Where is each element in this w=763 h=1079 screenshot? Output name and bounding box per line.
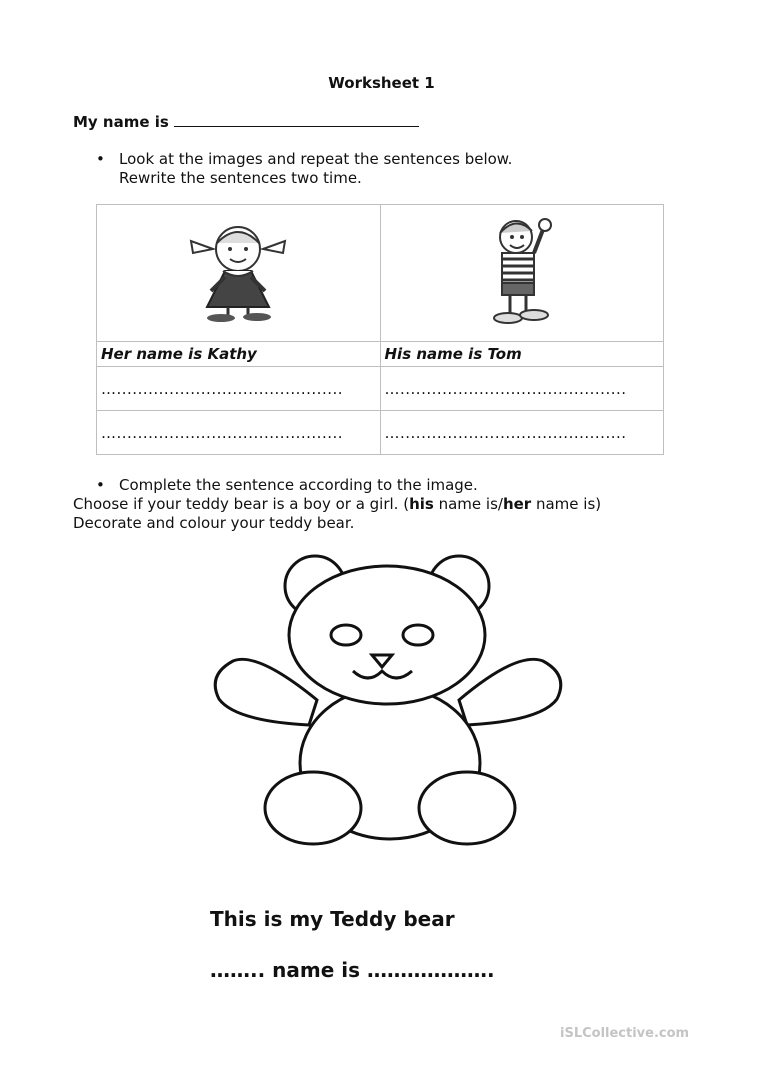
teddy-name-blank[interactable]: …….. name is ………………. — [210, 958, 495, 982]
instruction-2-line-2 — [73, 495, 601, 514]
choose-prefix: Choose if your teddy bear is a boy or a girl. ( — [73, 495, 410, 513]
instruction-1-line-1: Look at the images and repeat the sentences below. — [119, 150, 513, 168]
bullet-2: • — [96, 476, 105, 494]
sentence-table — [96, 204, 664, 455]
worksheet-title: Worksheet 1 — [328, 74, 435, 92]
name-blank-line — [174, 112, 419, 127]
girl-picture-cell — [97, 205, 381, 342]
instruction-1-line-2: Rewrite the sentences two time. — [119, 169, 362, 187]
boy-picture-cell — [380, 205, 664, 342]
writing-line-right-2[interactable]: …........................................... — [380, 411, 664, 455]
choose-mid: name is/ — [433, 495, 503, 513]
teddy-sentence: This is my Teddy bear — [210, 907, 455, 931]
bullet-1: • — [96, 150, 105, 168]
choose-suffix: name is) — [531, 495, 602, 513]
instruction-1 — [119, 150, 512, 188]
tom-label: His name is Tom — [380, 342, 664, 367]
name-prompt-label: My name is — [73, 113, 169, 131]
name-prompt — [73, 112, 419, 131]
watermark: iSLCollective.com — [560, 1026, 690, 1041]
instruction-2-line-3: Decorate and colour your teddy bear. — [73, 514, 355, 532]
her-word: her — [502, 495, 532, 513]
girl-illustration — [183, 219, 293, 324]
writing-line-left-1[interactable]: …........................................... — [97, 367, 381, 411]
writing-line-right-1[interactable]: …........................................... — [380, 367, 664, 411]
teddy-bear-outline — [205, 553, 575, 858]
his-word: his — [409, 495, 434, 513]
writing-line-left-2[interactable]: …........................................... — [97, 411, 381, 455]
kathy-label: Her name is Kathy — [97, 342, 381, 367]
instruction-2-line-1: Complete the sentence according to the image. — [119, 476, 478, 494]
boy-illustration — [482, 215, 562, 327]
